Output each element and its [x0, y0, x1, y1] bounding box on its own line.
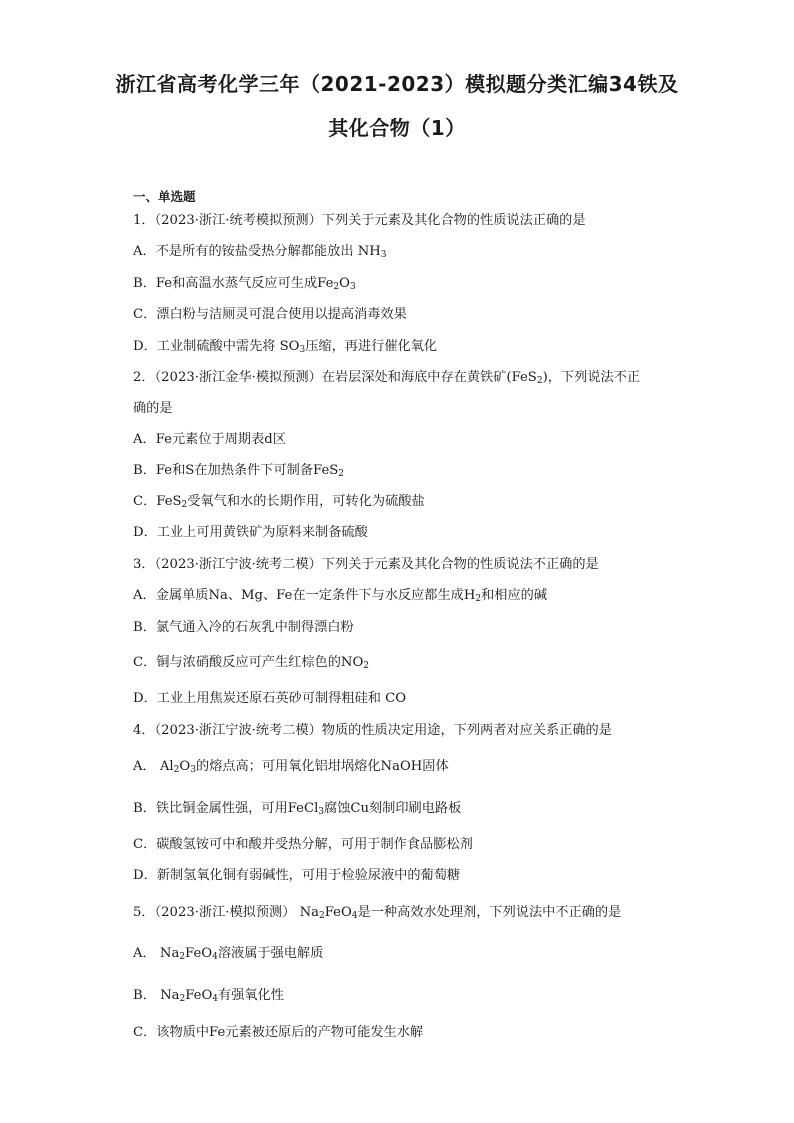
- q4-option-a: A． $Al_2O_3$的熔点高；可用氧化铝坩埚熔化NaOH固体: [133, 759, 449, 775]
- q1-option-b: B．Fe和高温水蒸气反应可生成$Fe_2O_3$: [133, 276, 356, 292]
- q2-option-b: B．Fe和S在加热条件下可制备FeS$_2$: [133, 463, 345, 479]
- q1-option-d: D．工业制硫酸中需先将 $SO_3$压缩，再进行催化氧化: [133, 339, 438, 355]
- q1-stem: 1．（2023·浙江·统考模拟预测）下列关于元素及其化合物的性质说法正确的是: [133, 213, 586, 228]
- q3-option-d: D．工业上用焦炭还原石英砂可制得粗硅和 CO: [133, 691, 407, 706]
- page-title-line2: 其化合物（1）: [328, 116, 466, 140]
- q5-option-c: C．该物质中Fe元素被还原后的产物可能发生水解: [133, 1025, 424, 1040]
- q3-stem: 3．（2023·浙江宁波·统考二模）下列关于元素及其化合物的性质说法不正确的是: [133, 557, 599, 572]
- q2-stem-line1: 2．（2023·浙江金华·模拟预测）在岩层深处和海底中存在黄铁矿(FeS$_2$)，下列说法不正: [133, 370, 641, 386]
- q4-stem: 4．（2023·浙江宁波·统考二模）物质的性质决定用途，下列两者对应关系正确的是: [133, 723, 612, 738]
- q5-stem: 5．（2023·浙江·模拟预测） $Na_2FeO_4$是一种高效水处理剂，下列说法中不正确的是: [133, 905, 622, 921]
- q3-option-b: B．氯气通入冷的石灰乳中制得漂白粉: [133, 620, 354, 635]
- q4-option-b: B．铁比铜金属性强，可用FeCl$_3$腐蚀Cu刻制印刷电路板: [133, 801, 462, 817]
- q5-option-a: A． $Na_2FeO_4$溶液属于强电解质: [133, 946, 324, 962]
- q4-option-d: D．新制氢氧化铜有弱碱性，可用于检验尿液中的葡萄糖: [133, 868, 461, 883]
- q1-option-a: A．不是所有的铵盐受热分解都能放出 $NH_3$: [133, 244, 387, 260]
- section-heading: 一、单选题: [133, 189, 196, 204]
- q2-option-a: A．Fe元素位于周期表d区: [133, 432, 286, 447]
- q3-option-c: C．铜与浓硝酸反应可产生红棕色的$NO_2$: [133, 655, 369, 671]
- q2-option-c: C．FeS$_2$受氧气和水的长期作用，可转化为硫酸盐: [133, 494, 425, 510]
- q5-option-b: B． $Na_2FeO_4$有强氧化性: [133, 988, 284, 1004]
- q4-option-c: C．碳酸氢铵可中和酸并受热分解，可用于制作食品膨松剂: [133, 837, 473, 852]
- q1-option-c: C．漂白粉与洁厕灵可混合使用以提高消毒效果: [133, 307, 407, 322]
- q3-option-a: A．金属单质Na、Mg、Fe在一定条件下与水反应都生成$H_2$和相应的碱: [133, 588, 548, 604]
- q2-option-d: D．工业上可用黄铁矿为原料来制备硫酸: [133, 525, 368, 540]
- q2-stem-line2: 确的是: [133, 401, 173, 416]
- page-title-line1: 浙江省高考化学三年（2021-2023）模拟题分类汇编34铁及: [115, 72, 679, 96]
